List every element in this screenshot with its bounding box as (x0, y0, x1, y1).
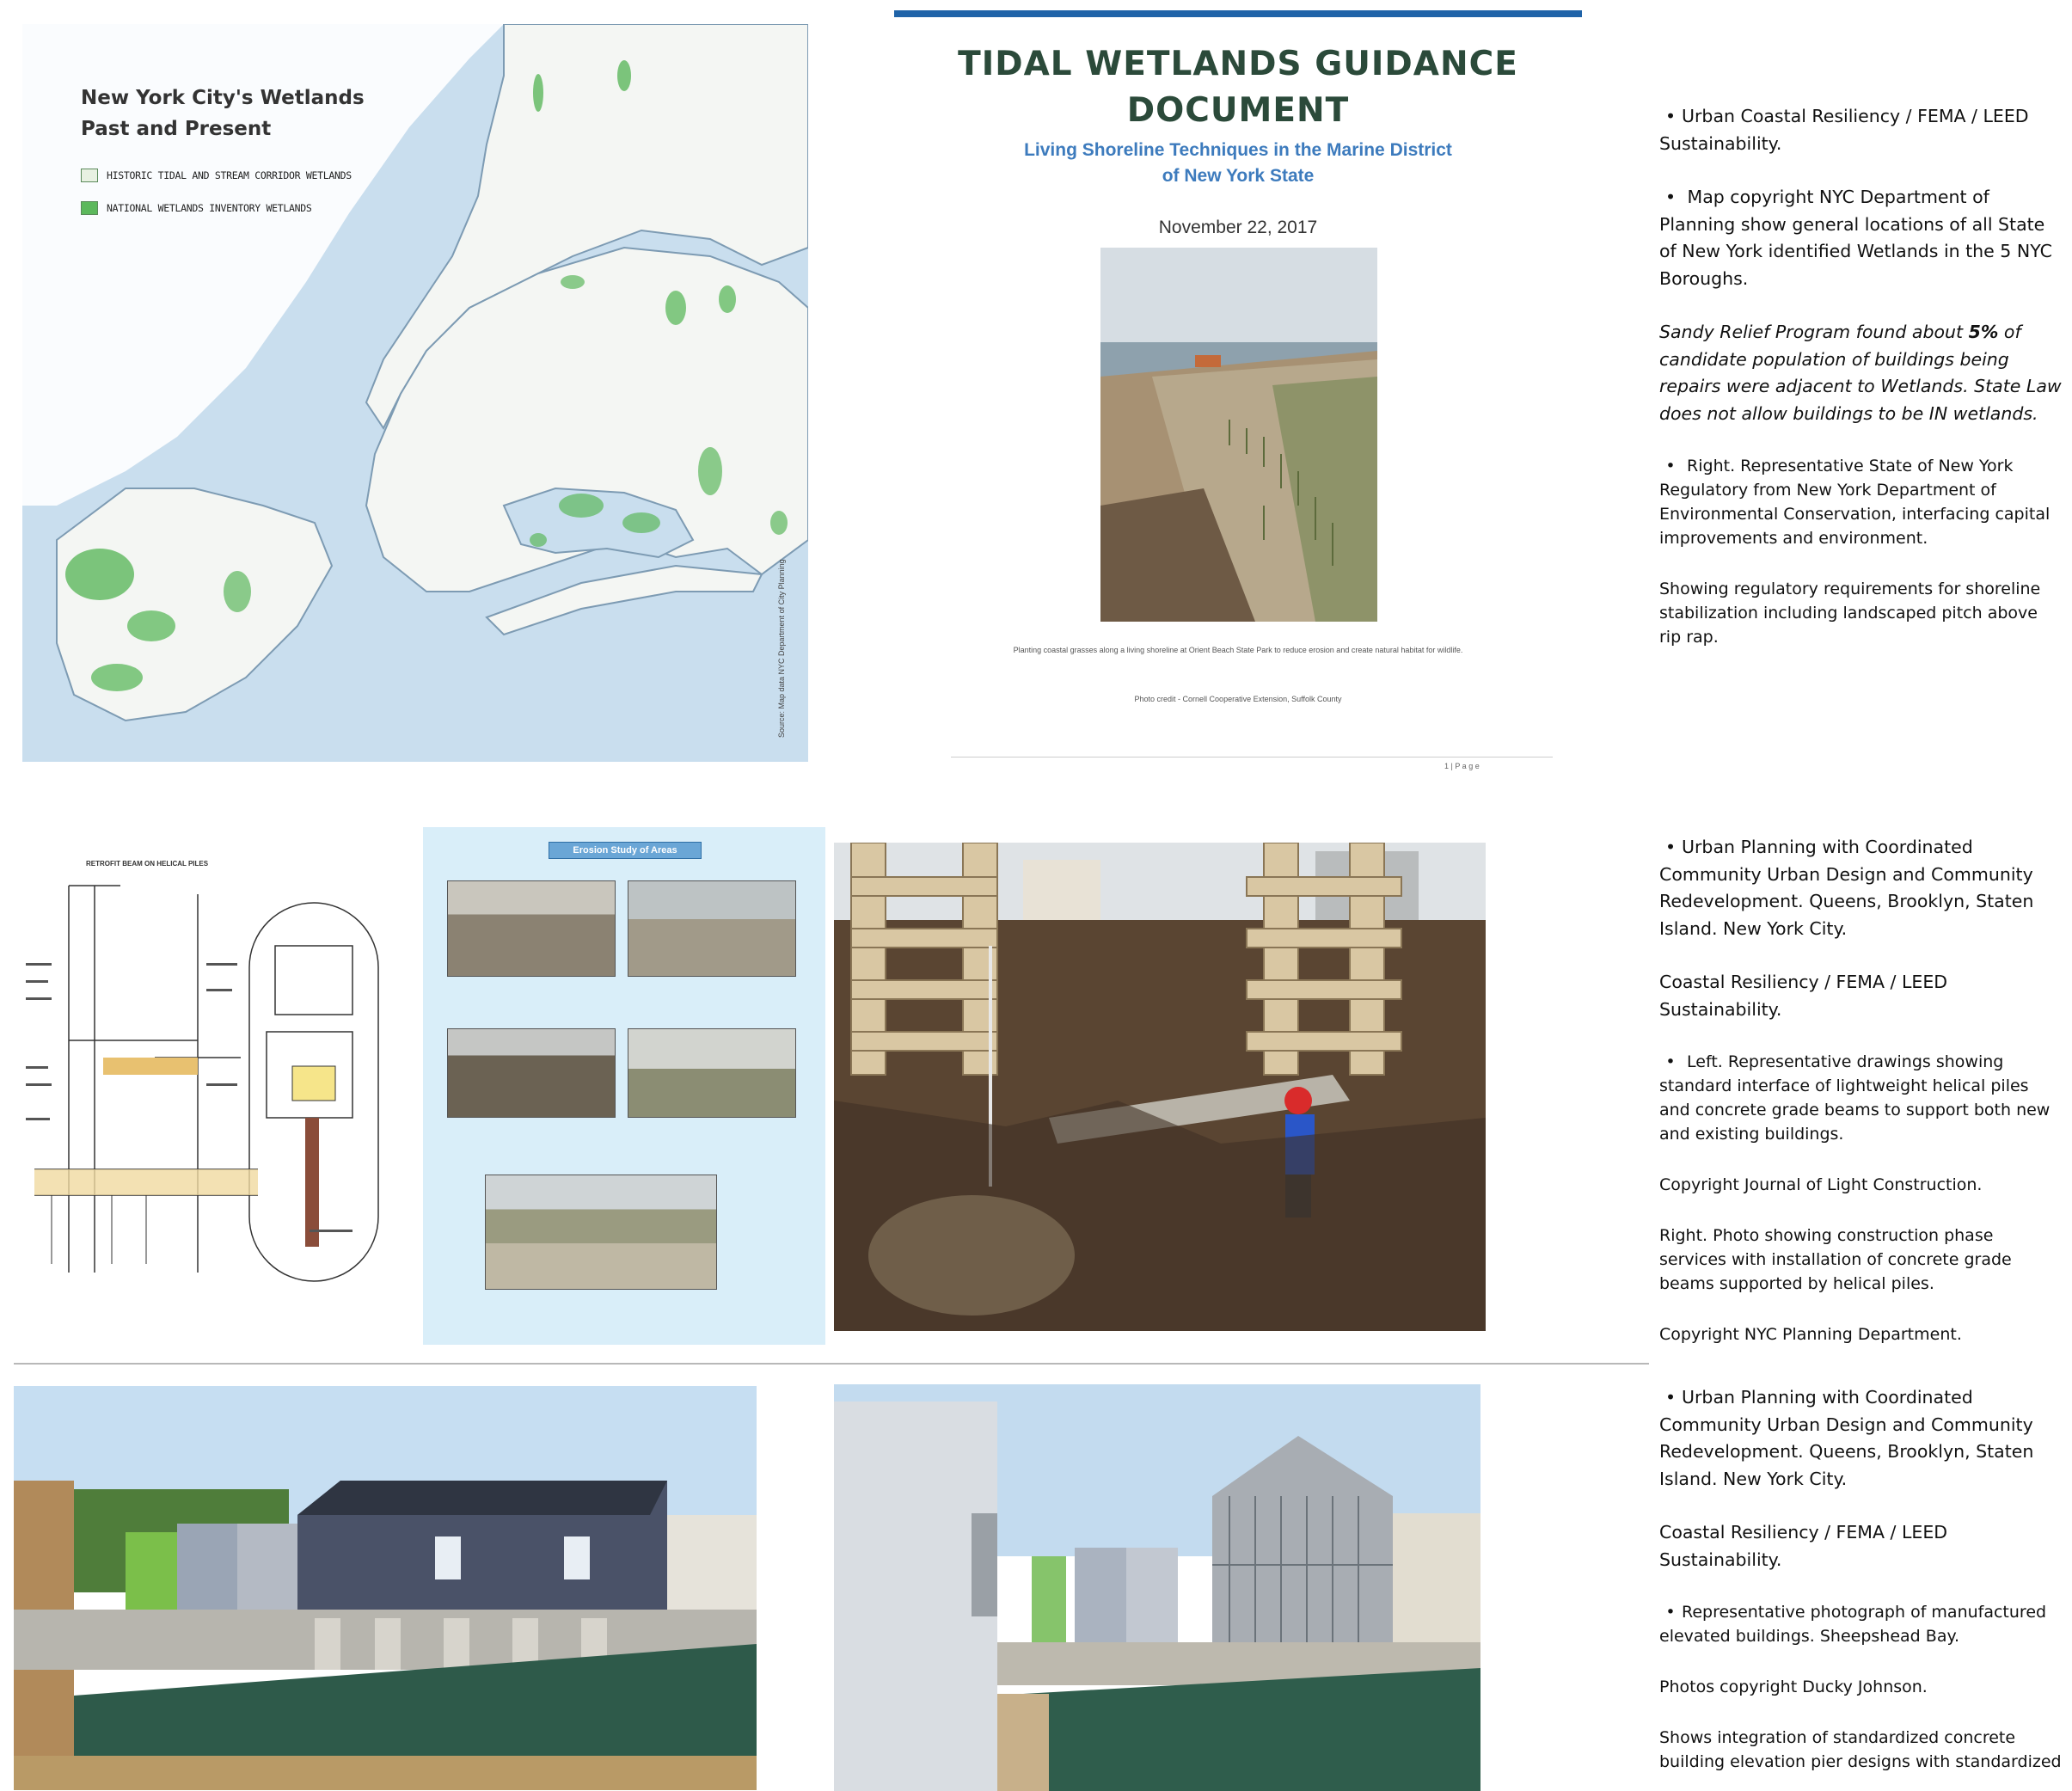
construction-site-graphic (834, 843, 1486, 1331)
block2-para2: Coastal Resiliency / FEMA / LEED Sustainability. (1659, 972, 1948, 1020)
block3-para2: Coastal Resiliency / FEMA / LEED Sustainability. (1659, 1522, 1948, 1570)
elevated-houses-photo-right (834, 1384, 1480, 1791)
shoreline-photo-graphic (1100, 248, 1377, 622)
helical-pile-drawing (17, 860, 395, 1316)
legend-item-nwi (81, 201, 311, 215)
block2-para6: Copyright NYC Planning Department. (1659, 1325, 1962, 1344)
sheet-photo-5 (485, 1175, 717, 1290)
block1-para2: • Map copyright NYC Department of Planning show general locations of all State of New York identified Wetlands in the 5 NYC Boroughs. (1659, 184, 2063, 292)
shoreline-photo (1100, 248, 1377, 622)
block3-para4: Photos copyright Ducky Johnson. (1659, 1678, 1928, 1696)
document-title-line1: TIDAL WETLANDS GUIDANCE (958, 45, 1518, 83)
block1-para3 (1659, 319, 2063, 427)
elevated-houses-photo-left (14, 1386, 757, 1790)
wetlands-map (22, 24, 808, 762)
guidance-document-cover (894, 9, 1582, 770)
document-photo-credit: Photo credit - Cornell Cooperative Extension, Suffolk County (1134, 695, 1342, 703)
block1-para1: • Urban Coastal Resiliency / FEMA / LEED Sustainability. (1659, 103, 2063, 157)
document-date: November 22, 2017 (1158, 218, 1318, 237)
document-top-bar (894, 10, 1582, 17)
text-block-manufactured (1659, 1384, 2063, 1791)
sheet-photo-2 (628, 880, 796, 977)
document-title-line2: DOCUMENT (1126, 91, 1350, 130)
map-title-line2: Past and Present (81, 118, 272, 140)
legend-swatch-nwi (81, 201, 98, 215)
block3-para3: • Representative photograph of manufactured elevated buildings. Sheepshead Bay. (1659, 1600, 2063, 1648)
construction-site-photo (834, 843, 1486, 1331)
map-source-note (777, 463, 789, 738)
drawing-title: RETROFIT BEAM ON HELICAL PILES (86, 860, 209, 868)
block1-para3-a: Sandy Relief Program found about (1659, 322, 1969, 342)
block1-para5: Showing regulatory requirements for shoreline stabilization including landscaped pitch above rip rap. (1659, 580, 2041, 647)
drawing-graphic (17, 860, 395, 1316)
document-photo-caption: Planting coastal grasses along a living shoreline at Orient Beach State Park to reduce erosion and create natural habitat for wildlife. (1013, 646, 1463, 654)
block1-para3-c: of candidate population of buildings being repairs were adjacent to Wetlands. State Law does not allow buildings to be IN wetlands. (1659, 322, 2062, 424)
section-divider (14, 1363, 1649, 1365)
legend-swatch-historic (81, 169, 98, 182)
photo-sheet-title: Erosion Study of Areas (549, 842, 702, 859)
map-source-text: Source: Map data NYC Department of City Planning (777, 559, 786, 738)
legend-item-historic (81, 169, 352, 182)
sheet-photo-1 (447, 880, 616, 977)
block1-para3-b: 5% (1968, 322, 1999, 342)
map-title-line1: New York City's Wetlands (81, 87, 365, 109)
block2-para4: Copyright Journal of Light Construction. (1659, 1175, 1983, 1194)
block2-para5: Right. Photo showing construction phase services with installation of concrete grade beams supported by helical piles. (1659, 1226, 2012, 1293)
block2-para3: • Left. Representative drawings showing standard interface of lightweight helical piles and concrete grade beams to support both new and existing buildings. (1659, 1050, 2063, 1146)
erosion-photo-sheet (423, 827, 825, 1345)
houses-right-graphic (834, 1384, 1480, 1791)
legend-label-nwi: NATIONAL WETLANDS INVENTORY WETLANDS (107, 202, 312, 214)
block3-para1: • Urban Planning with Coordinated Community Urban Design and Community Redevelopment. Queens, Brooklyn, Staten Island. New York City. (1659, 1384, 2063, 1493)
document-subtitle-line1: Living Shoreline Techniques in the Marine District (1024, 140, 1452, 160)
map-title (81, 83, 365, 144)
text-block-helical-piles (1659, 834, 2063, 1373)
document-subtitle-line2: of New York State (1162, 166, 1315, 186)
block1-para4: • Right. Representative State of New York Regulatory from New York Department of Environmental Conservation, interfacing capital improvements and environment. (1659, 454, 2063, 550)
block2-para1: • Urban Planning with Coordinated Community Urban Design and Community Redevelopment. Queens, Brooklyn, Staten Island. New York City. (1659, 834, 2063, 942)
block3-para5: Shows integration of standardized concrete building elevation pier designs with standardized (1659, 1728, 2062, 1771)
text-block-wetlands (1659, 103, 2063, 676)
sheet-photo-3 (447, 1028, 616, 1118)
legend-label-historic: HISTORIC TIDAL AND STREAM CORRIDOR WETLANDS (107, 169, 352, 181)
houses-left-graphic (14, 1386, 757, 1790)
document-page-number: 1 | P a g e (1444, 762, 1480, 770)
sheet-photo-4 (628, 1028, 796, 1118)
